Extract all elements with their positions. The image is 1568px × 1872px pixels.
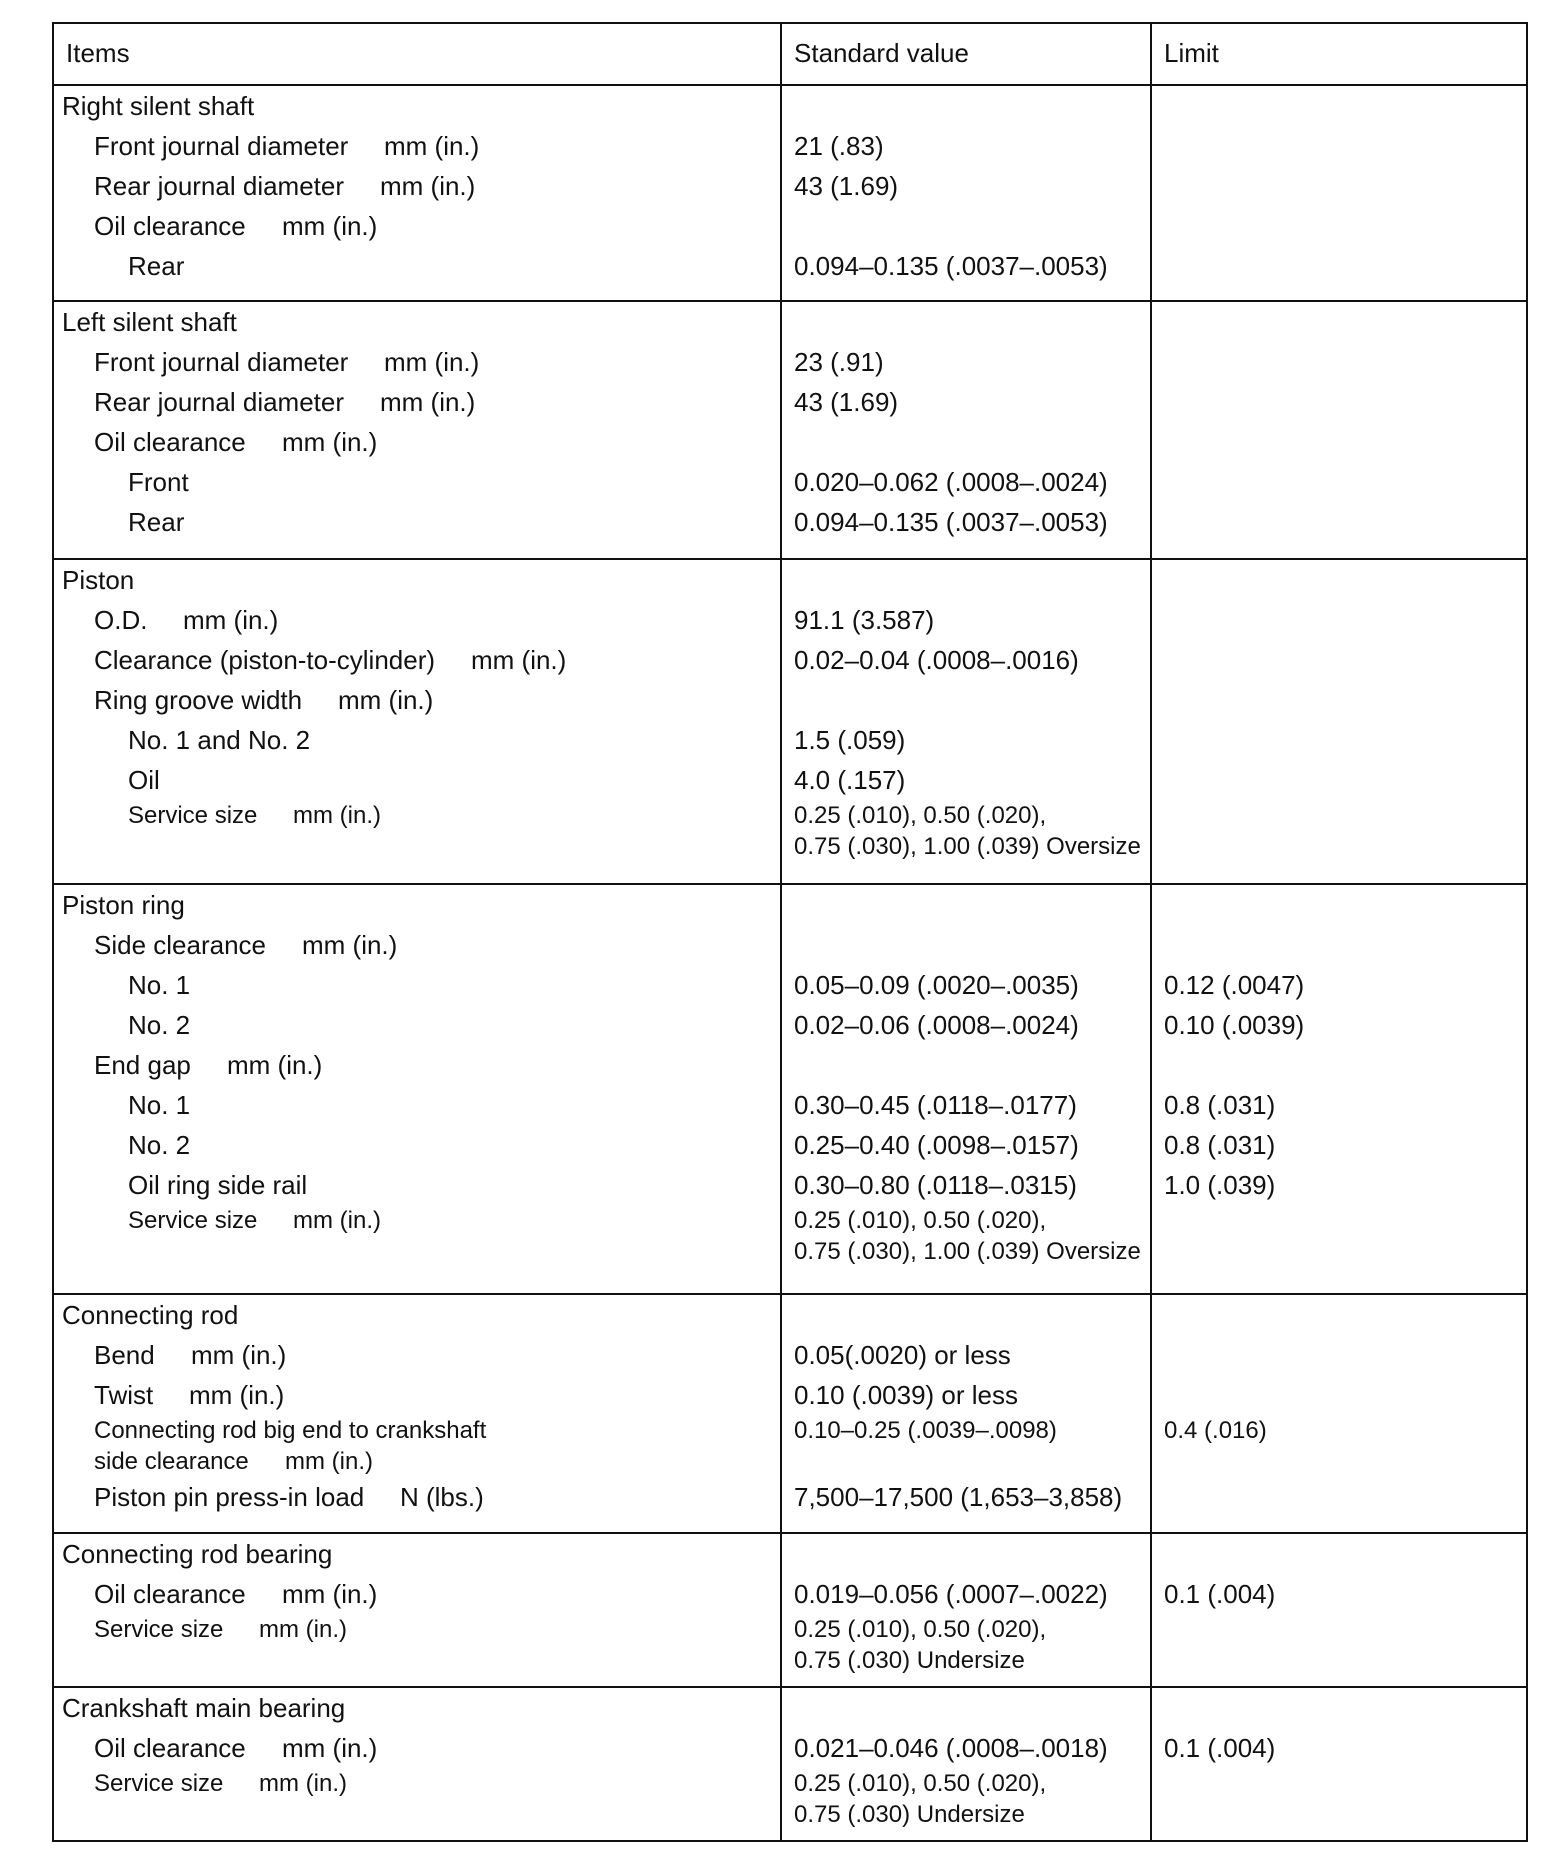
items-cell [53,884,781,1294]
spacer [1152,302,1526,342]
section-row [53,559,1527,884]
header-items: Items [66,38,130,68]
standard-cell [781,1294,1151,1533]
item-label: No. 1 and No. 2 [128,725,311,756]
item-unit: mm (in.) [302,929,398,960]
standard-value: 0.25 (.010), 0.50 (.020), [794,1616,1047,1644]
items-cell [53,1294,781,1533]
item-label-line [54,422,780,462]
item-unit: mm (in.) [259,1770,347,1798]
item-label: Service size [128,802,258,830]
item-label: Rear journal diameter [94,170,345,201]
spacer [782,1534,1150,1574]
standard-value: 0.10–0.25 (.0039–.0098) [794,1417,1057,1445]
item-unit: mm (in.) [293,802,381,830]
limit-value [1152,462,1526,502]
standard-value: 0.02–0.04 (.0008–.0016) [794,645,1079,676]
item-label: Rear [128,506,185,537]
spacer [782,1295,1150,1335]
item-label-line [54,246,780,286]
item-label-line [54,1375,780,1415]
section-title-text: Piston [62,565,135,596]
item-label-line [54,1728,780,1768]
limit-value [1152,600,1526,640]
header-standard-value: Standard value [794,38,969,68]
spec-table [52,22,1528,1842]
spacer [1152,1688,1526,1728]
standard-value: 43 (1.69) [794,386,899,417]
item-label-line [54,640,780,680]
standard-value [782,422,1150,462]
item-label-line-2 [54,1645,780,1676]
standard-value: 0.25 (.010), 0.50 (.020), [794,1206,1047,1234]
limit-value [1152,1335,1526,1375]
section-row [53,1294,1527,1533]
spacer [1152,1534,1526,1574]
item-label: Service size [128,1206,258,1234]
item-label-line [54,965,780,1005]
section-title [54,1688,780,1728]
item-label: Oil ring side rail [128,1169,308,1200]
item-label: Oil clearance [94,1579,246,1610]
limit-value: 0.1 (.004) [1164,1733,1276,1764]
item-label-line [54,1125,780,1165]
spacer [782,560,1150,600]
header-limit: Limit [1164,38,1219,68]
item-label: Oil [128,765,160,796]
standard-value: 43 (1.69) [794,170,899,201]
standard-cell [781,559,1151,884]
items-cell [53,85,781,301]
standard-value: 0.25 (.010), 0.50 (.020), [794,802,1047,830]
item-label-line [54,126,780,166]
section-title [54,302,780,342]
limit-cell [1151,85,1527,301]
item-label: Connecting rod big end to crankshaft [94,1417,487,1445]
standard-cell [781,1687,1151,1841]
section-row [53,85,1527,301]
item-label-line [54,1415,780,1446]
section-title-text: Connecting rod [62,1300,239,1331]
standard-value: 0.094–0.135 (.0037–.0053) [794,250,1108,281]
limit-value [1152,640,1526,680]
standard-value: 91.1 (3.587) [794,605,935,636]
limit-value-2 [1152,1236,1526,1267]
item-label: Bend [94,1340,155,1371]
item-label: End gap [94,1049,191,1080]
section-row [53,1533,1527,1687]
item-label-line [54,206,780,246]
spacer [782,302,1150,342]
standard-value: 0.019–0.056 (.0007–.0022) [794,1579,1108,1610]
items-cell [53,559,781,884]
item-unit: mm (in.) [384,346,480,377]
spacer [782,1688,1150,1728]
section-title [54,1534,780,1574]
item-label-line [54,720,780,760]
item-label-line [54,1165,780,1205]
limit-cell [1151,884,1527,1294]
standard-value [782,680,1150,720]
item-label: Front [128,466,189,497]
limit-value [1152,206,1526,246]
spacer [1152,885,1526,925]
limit-value [1152,925,1526,965]
limit-value: 0.12 (.0047) [1164,969,1305,1000]
limit-cell [1151,559,1527,884]
item-label-line [54,462,780,502]
standard-value: 1.5 (.059) [794,725,906,756]
item-label-line [54,1477,780,1517]
item-label: Service size [94,1770,224,1798]
item-unit: mm (in.) [191,1340,287,1371]
limit-value [1152,680,1526,720]
item-label-line [54,1085,780,1125]
item-label-line [54,166,780,206]
limit-value [1152,720,1526,760]
standard-value: 0.30–0.45 (.0118–.0177) [794,1089,1077,1120]
standard-cell [781,301,1151,559]
item-label-line [54,342,780,382]
item-label-line [54,600,780,640]
item-label-line [54,1045,780,1085]
item-label: Piston pin press-in load [94,1482,365,1513]
limit-value: 0.4 (.016) [1164,1417,1267,1445]
items-cell [53,1533,781,1687]
item-label-line [54,1614,780,1645]
item-unit: mm (in.) [384,130,480,161]
item-label-line [54,1574,780,1614]
limit-value: 0.1 (.004) [1164,1579,1276,1610]
spacer [1152,86,1526,126]
limit-value: 1.0 (.039) [1164,1169,1276,1200]
standard-value: 0.10 (.0039) or less [794,1380,1019,1411]
limit-cell [1151,1687,1527,1841]
section-row [53,884,1527,1294]
item-unit: mm (in.) [189,1380,285,1411]
limit-value [1152,246,1526,286]
item-label-line [54,1768,780,1799]
items-cell [53,301,781,559]
item-label-line [54,382,780,422]
standard-value-2 [782,1446,1150,1477]
item-label: Front journal diameter [94,346,349,377]
item-label: Clearance (piston-to-cylinder) [94,645,436,676]
limit-value [1152,1045,1526,1085]
item-label: No. 1 [128,1089,191,1120]
item-label: Side clearance [94,929,266,960]
standard-cell [781,884,1151,1294]
limit-value: 0.8 (.031) [1164,1089,1276,1120]
limit-value-2 [1152,1446,1526,1477]
section-title [54,885,780,925]
item-label-line-2 [54,1236,780,1267]
standard-value-2: 0.75 (.030), 1.00 (.039) Oversize [794,1237,1141,1265]
limit-value: 0.8 (.031) [1164,1129,1276,1160]
item-label: No. 2 [128,1009,191,1040]
standard-value: 21 (.83) [794,130,884,161]
standard-value [782,925,1150,965]
item-label: Ring groove width [94,685,303,716]
header-row [53,23,1527,85]
limit-cell [1151,1294,1527,1533]
limit-value [1152,1375,1526,1415]
standard-value [782,1045,1150,1085]
limit-value [1152,422,1526,462]
item-label: Twist [94,1380,154,1411]
limit-value [1152,126,1526,166]
item-unit: mm (in.) [338,685,434,716]
section-title-text: Left silent shaft [62,306,237,337]
item-label-line [54,1335,780,1375]
item-label-line-2 [54,1799,780,1830]
item-label: No. 2 [128,1129,191,1160]
standard-cell [781,85,1151,301]
limit-value [1152,342,1526,382]
item-label-line [54,800,780,831]
item-label: No. 1 [128,969,191,1000]
standard-value: 0.30–0.80 (.0118–.0315) [794,1169,1077,1200]
limit-value [1152,1768,1526,1799]
section-row [53,1687,1527,1841]
standard-value: 0.05(.0020) or less [794,1340,1011,1371]
item-unit: mm (in.) [282,210,378,241]
standard-value: 7,500–17,500 (1,653–3,858) [794,1482,1123,1513]
item-label-line [54,1205,780,1236]
item-label: Rear [128,250,185,281]
limit-cell [1151,1533,1527,1687]
section-title-text: Connecting rod bearing [62,1539,333,1570]
spacer [782,885,1150,925]
item-label-2: side clearance [94,1448,249,1476]
limit-value-2 [1152,1645,1526,1676]
limit-value [1152,1205,1526,1236]
section-title-text: Piston ring [62,889,185,920]
section-title-text: Right silent shaft [62,90,255,121]
standard-cell [781,1533,1151,1687]
items-cell [53,1687,781,1841]
item-label-line [54,925,780,965]
limit-value [1152,502,1526,542]
item-unit: mm (in.) [282,1579,378,1610]
standard-value: 0.25 (.010), 0.50 (.020), [794,1770,1047,1798]
limit-value [1152,760,1526,800]
item-label-line-2 [54,1446,780,1477]
spacer [782,86,1150,126]
standard-value: 0.020–0.062 (.0008–.0024) [794,466,1108,497]
item-unit: N (lbs.) [400,1482,484,1513]
standard-value: 23 (.91) [794,346,884,377]
item-label-line [54,1005,780,1045]
item-unit: mm (in.) [380,170,476,201]
item-label: Front journal diameter [94,130,349,161]
section-title [54,86,780,126]
limit-value [1152,166,1526,206]
limit-value [1152,800,1526,831]
standard-value-2: 0.75 (.030) Undersize [794,1801,1025,1829]
standard-value: 4.0 (.157) [794,765,906,796]
standard-value [782,206,1150,246]
standard-value: 0.02–0.06 (.0008–.0024) [794,1009,1079,1040]
limit-value-2 [1152,831,1526,862]
item-label: Oil clearance [94,210,246,241]
limit-value [1152,1477,1526,1517]
item-unit: mm (in.) [183,605,279,636]
item-unit: mm (in.) [293,1206,381,1234]
spacer [1152,1295,1526,1335]
limit-value [1152,382,1526,422]
standard-value: 0.05–0.09 (.0020–.0035) [794,969,1079,1000]
item-label: Oil clearance [94,426,246,457]
item-label-line-2 [54,831,780,862]
item-unit: mm (in.) [471,645,567,676]
section-row [53,301,1527,559]
section-title [54,1295,780,1335]
item-label-line [54,502,780,542]
limit-value [1152,1614,1526,1645]
standard-value-2: 0.75 (.030), 1.00 (.039) Oversize [794,833,1141,861]
item-label: Service size [94,1616,224,1644]
item-unit: mm (in.) [282,1733,378,1764]
section-title-text: Crankshaft main bearing [62,1693,346,1724]
standard-value-2: 0.75 (.030) Undersize [794,1647,1025,1675]
section-title [54,560,780,600]
item-unit: mm (in.) [285,1448,373,1476]
limit-cell [1151,301,1527,559]
standard-value: 0.094–0.135 (.0037–.0053) [794,506,1108,537]
item-label: Oil clearance [94,1733,246,1764]
item-unit: mm (in.) [227,1049,323,1080]
item-unit: mm (in.) [380,386,476,417]
item-label-line [54,760,780,800]
item-label: O.D. [94,605,148,636]
item-label: Rear journal diameter [94,386,345,417]
item-unit: mm (in.) [282,426,378,457]
item-label-line [54,680,780,720]
limit-value-2 [1152,1799,1526,1830]
limit-value: 0.10 (.0039) [1164,1009,1305,1040]
standard-value: 0.021–0.046 (.0008–.0018) [794,1733,1108,1764]
standard-value: 0.25–0.40 (.0098–.0157) [794,1129,1079,1160]
item-unit: mm (in.) [259,1616,347,1644]
spacer [1152,560,1526,600]
